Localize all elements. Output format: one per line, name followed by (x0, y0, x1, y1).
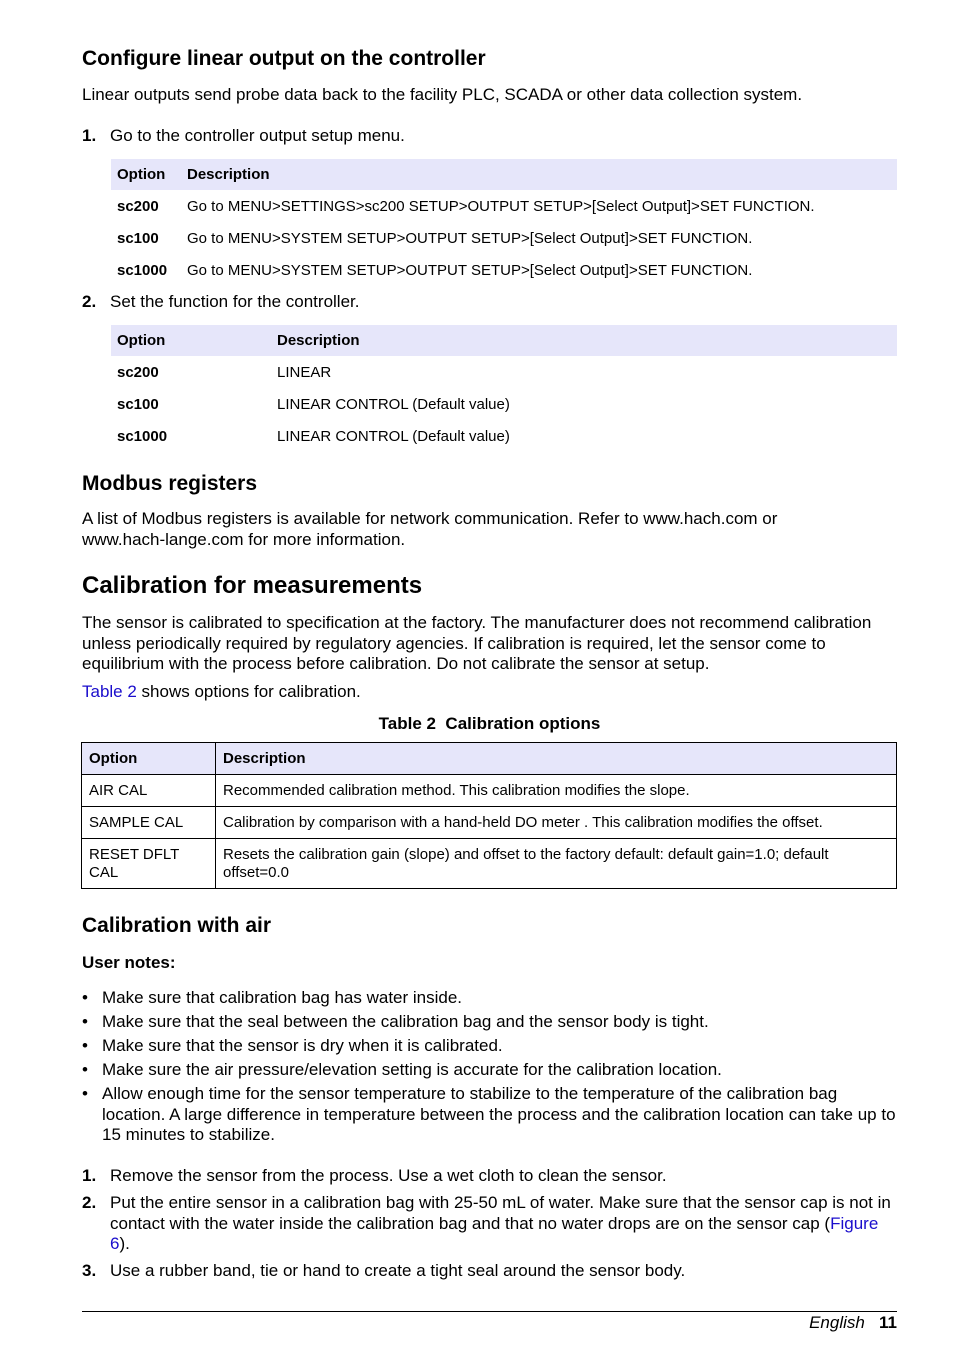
heading-linear-output: Configure linear output on the controller (82, 47, 486, 70)
bullet: • (82, 1060, 88, 1079)
figure-6-link[interactable]: Figure 6 (110, 1213, 879, 1253)
air-step-1 (82, 1166, 897, 1188)
table-row (82, 839, 897, 889)
option-cell: sc100 (117, 395, 159, 413)
option-cell: sc100 (117, 229, 159, 247)
heading-modbus: Modbus registers (82, 472, 258, 495)
step-number: 2. (82, 292, 97, 311)
column-header: Description (181, 159, 897, 190)
step-text-after: ). (119, 1234, 130, 1253)
list-item (82, 1012, 897, 1033)
modbus-text: A list of Modbus registers is available for network communication. Refer to www.hach.com or www.hach-lange.com for more information. (82, 509, 778, 549)
heading-calibration: Calibration for measurements (82, 572, 423, 599)
description-cell: Calibration by comparison with a hand-held DO meter . This calibration modifies the offset. (216, 807, 897, 839)
list-item (82, 1060, 897, 1081)
option-cell: sc200 (117, 197, 159, 215)
description-cell: Resets the calibration gain (slope) and offset to the factory default: default gain=1.0; default offset=0.0 (216, 839, 897, 889)
step-text-before: Put the entire sensor in a calibration bag with 25-50 mL of water. Make sure that the sensor cap is not in contact with the water inside the calibration bag and that no water drops are on the sensor cap ( (110, 1193, 891, 1233)
list-item-text: Make sure that the seal between the calibration bag and the sensor body is tight. (102, 1012, 709, 1031)
list-item (82, 988, 897, 1009)
user-notes-list (82, 988, 897, 1149)
bullet: • (82, 988, 88, 1007)
list-item-text: Make sure that the sensor is dry when it is calibrated. (102, 1036, 503, 1055)
bullet: • (82, 1012, 88, 1031)
list-item-text: Allow enough time for the sensor temperature to stabilize to the temperature of the calibration bag location. A large difference in temperature between the process and the calibration location can take up to 15 minutes to stabilize. (102, 1084, 896, 1144)
option-cell: AIR CAL (82, 775, 216, 807)
option-cell: sc200 (117, 363, 159, 381)
step-number: 1. (82, 1166, 97, 1185)
table-row (111, 388, 897, 420)
option-cell: SAMPLE CAL (82, 807, 216, 839)
table-header-row (111, 159, 897, 190)
list-item (82, 1084, 897, 1146)
page-number: 11 (879, 1313, 897, 1332)
calibration-text: The sensor is calibrated to specification at the factory. The manufacturer does not recommend calibration unless periodically required by regulatory agencies. If calibration is required, let the sensor come to equilibrium with the process before calibration. Do not calibrate the sensor at setup. (82, 613, 872, 673)
table-row (111, 222, 897, 254)
step-number: 2. (82, 1193, 97, 1212)
table-header-row (82, 743, 897, 775)
column-header: Description (216, 743, 897, 775)
step-number: 1. (82, 126, 97, 145)
step-text: Remove the sensor from the process. Use a wet cloth to clean the sensor. (110, 1166, 667, 1185)
table-row (111, 190, 897, 222)
column-header: Option (82, 743, 216, 775)
table-reference (82, 682, 897, 703)
option-cell: sc1000 (117, 261, 168, 279)
step-text: Go to the controller output setup menu. (110, 126, 405, 145)
heading-calibration-with-air: Calibration with air (82, 914, 272, 937)
step-text: Use a rubber band, tie or hand to create a tight seal around the sensor body. (110, 1261, 686, 1280)
column-header: Option (111, 159, 181, 190)
description-cell: Go to MENU>SYSTEM SETUP>OUTPUT SETUP>[Select Output]>SET FUNCTION. (187, 229, 753, 247)
output-menu-table (111, 159, 897, 286)
table-header-row (111, 325, 897, 356)
table-row (111, 356, 897, 388)
step-text: Set the function for the controller. (110, 292, 360, 311)
table-caption: Table 2 Calibration options (378, 714, 601, 733)
function-table (111, 325, 897, 452)
air-step-2 (82, 1193, 897, 1257)
table-row (82, 807, 897, 839)
description-cell: Go to MENU>SYSTEM SETUP>OUTPUT SETUP>[Select Output]>SET FUNCTION. (187, 261, 753, 279)
footer-language: English (809, 1313, 865, 1332)
list-item (82, 1036, 897, 1057)
description-cell: Go to MENU>SETTINGS>sc200 SETUP>OUTPUT SETUP>[Select Output]>SET FUNCTION. (187, 197, 815, 215)
step-2-set-function (82, 292, 897, 314)
linear-output-intro: Linear outputs send probe data back to the facility PLC, SCADA or other data collection system. (82, 85, 803, 104)
user-notes-label: User notes: (82, 953, 176, 972)
table-row (82, 775, 897, 807)
bullet: • (82, 1084, 88, 1103)
footer (809, 1313, 897, 1333)
option-cell: sc1000 (117, 427, 168, 445)
column-header: Option (111, 325, 271, 356)
footer-divider (82, 1311, 897, 1312)
step-1-output-menu (82, 126, 897, 148)
calibration-options-table (81, 742, 897, 889)
table-reference-text: shows options for calibration. (136, 682, 361, 701)
description-cell: LINEAR CONTROL (Default value) (277, 427, 510, 445)
air-step-3 (82, 1261, 897, 1283)
table-row (111, 420, 897, 452)
description-cell: LINEAR CONTROL (Default value) (277, 395, 510, 413)
list-item-text: Make sure that calibration bag has water inside. (102, 988, 463, 1007)
description-cell: Recommended calibration method. This calibration modifies the slope. (216, 775, 897, 807)
column-header: Description (271, 325, 897, 356)
description-cell: LINEAR (277, 363, 332, 381)
bullet: • (82, 1036, 88, 1055)
table-row (111, 254, 897, 286)
list-item-text: Make sure the air pressure/elevation setting is accurate for the calibration location. (102, 1060, 722, 1079)
step-text (110, 1193, 897, 1255)
option-cell: RESET DFLT CAL (82, 839, 216, 889)
step-number: 3. (82, 1261, 97, 1280)
table-2-link[interactable]: Table 2 (82, 682, 137, 701)
